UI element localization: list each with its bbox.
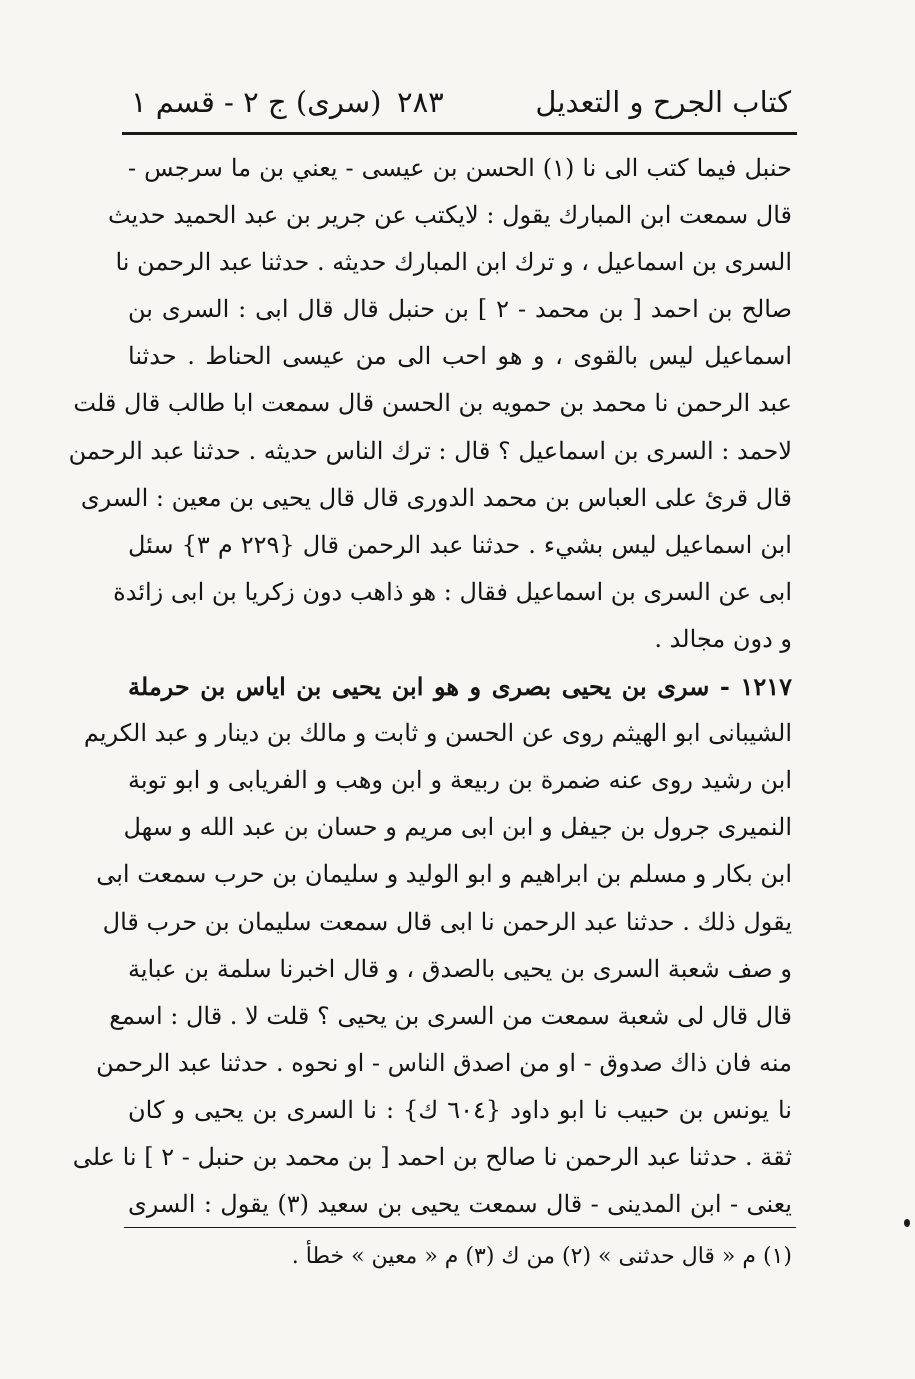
entry-1217-line: ١٢١٧ - سرى بن يحيى بصرى و هو ابن يحيى بن اياس بن حرملة bbox=[128, 672, 792, 702]
page-header bbox=[125, 78, 795, 126]
text-line: و صف شعبة السرى بن يحيى بالصدق ، و قال اخبرنا سلمة بن عباية bbox=[128, 954, 792, 983]
page-number: ٢٨٣ bbox=[397, 85, 444, 119]
text-line: ابن بكار و مسلم بن ابراهيم و ابو الوليد و سليمان بن حرب سمعت ابى bbox=[96, 860, 792, 889]
header-rule bbox=[122, 132, 797, 135]
text-line: ابى عن السرى بن اسماعيل فقال : هو ذاهب دون زكريا بن ابى زائدة bbox=[113, 577, 792, 606]
text-line: قال قرئ على العباس بن محمد الدورى قال قال يحيى بن معين : السرى bbox=[80, 483, 792, 512]
footnote: (١) م « قال حدثنى » (٢) من ك (٣) م « معين » خطأ . bbox=[291, 1244, 792, 1269]
text-line: منه فان ذاك صدوق - او من اصدق الناس - او نحوه . حدثنا عبد الرحمن bbox=[96, 1048, 792, 1077]
text-line: اسماعيل ليس بالقوى ، و هو احب الى من عيسى الحناط . حدثنا bbox=[128, 342, 792, 371]
text-line: عبد الرحمن نا محمد بن حمويه بن الحسن قال سمعت ابا طالب قال قلت bbox=[73, 389, 792, 418]
text-line: لاحمد : السرى بن اسماعيل ؟ قال : ترك الناس حديثه . حدثنا عبد الرحمن bbox=[68, 436, 792, 465]
text-line: قال قال لى شعبة سمعت من السرى بن يحيى ؟ قلت لا . قال : اسمع bbox=[109, 1001, 792, 1030]
text-line: ابن اسماعيل ليس بشيء . حدثنا عبد الرحمن قال {٢٢٩ م ٣} سئل bbox=[128, 530, 792, 559]
text-line: صالح بن احمد [ بن محمد - ٢ ] بن حنبل قال قال ابى : السرى بن bbox=[128, 295, 792, 324]
main-text bbox=[68, 145, 792, 1228]
margin-mark bbox=[904, 1219, 910, 1227]
text-line: ابن رشيد روى عنه ضمرة بن ربيعة و ابن وهب و الفريابى و ابو توبة bbox=[128, 766, 792, 795]
text-line: نا يونس بن حبيب نا ابو داود {٦٠٤ ك} : نا السرى بن يحيى و كان bbox=[128, 1095, 792, 1124]
text-line: النميرى جرول بن جيفل و ابن ابى مريم و حسان بن عبد الله و سهل bbox=[123, 813, 792, 842]
text-line: الشيبانى ابو الهيثم روى عن الحسن و ثابت و مالك بن دينار و عبد الكريم bbox=[83, 719, 792, 748]
text-line: السرى بن اسماعيل ، و ترك ابن المبارك حديثه . حدثنا عبد الرحمن نا bbox=[115, 248, 792, 277]
text-line: حنبل فيما كتب الى نا (١) الحسن بن عيسى - يعني بن ما سرجس - bbox=[128, 154, 792, 182]
text-line: قال سمعت ابن المبارك يقول : لايكتب عن جرير بن عبد الحميد حديث bbox=[107, 201, 792, 230]
text-line: يعنى - ابن المدينى - قال سمعت يحيى بن سعيد (٣) يقول : السرى bbox=[128, 1190, 792, 1219]
text-line: ثقة . حدثنا عبد الرحمن نا صالح بن احمد [ بن محمد بن حنبل - ٢ ] نا على bbox=[72, 1142, 792, 1171]
book-title: كتاب الجرح و التعديل bbox=[535, 85, 791, 119]
text-line: يقول ذلك . حدثنا عبد الرحمن نا ابى قال سمعت سليمان بن حرب قال bbox=[102, 907, 792, 936]
text-line: و دون مجالد . bbox=[654, 624, 792, 653]
section-label: (سرى) ج ٢ - قسم ١ bbox=[131, 85, 382, 119]
footnote-rule bbox=[124, 1227, 796, 1228]
